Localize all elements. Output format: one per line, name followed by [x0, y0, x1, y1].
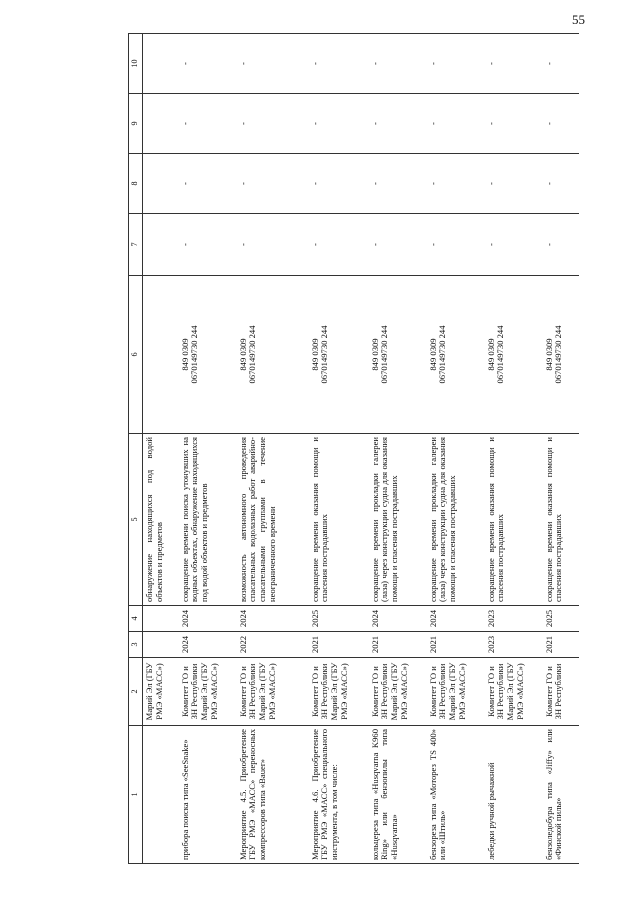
cell-name: бензоледобура типа «Jiffy» или «Финской пилы»	[543, 726, 579, 864]
cell-kbk	[543, 276, 579, 434]
header-cell: 6	[129, 276, 143, 434]
header-cell: 8	[129, 154, 143, 214]
cell-col10: -	[179, 34, 237, 94]
cell-col9: -	[543, 94, 579, 154]
cell-executor: Комитет ГО и ЗН Республики Марий Эл (ГБУ РМЭ «МАСС»)	[179, 658, 237, 726]
rotated-table-container	[128, 34, 598, 864]
cell-result: обнаружение находящихся под водой объектов и предметов	[143, 434, 179, 606]
cell-executor: Комитет ГО и ЗН Республики	[543, 658, 579, 726]
kbk-line: 849 0309	[179, 338, 190, 371]
cell-end-year: 2024	[237, 606, 309, 632]
cell-col10: -	[237, 34, 309, 94]
cell-col9: -	[427, 94, 485, 154]
kbk-line: 0670149730 244	[189, 325, 200, 384]
table-row	[427, 34, 485, 864]
cell-result: сокращение времени оказания помощи и спасения пострадавших	[309, 434, 369, 606]
kbk-line: 849 0309	[485, 338, 496, 371]
kbk-line: 849 0309	[369, 338, 380, 371]
cell-executor: Комитет ГО и ЗН Республики Марий Эл (ГБУ РМЭ «МАСС»)	[237, 658, 309, 726]
cell-result: сокращение времени оказания помощи и спасения пострадавших	[543, 434, 579, 606]
cell-start-year	[143, 632, 179, 658]
cell-start-year: 2024	[179, 632, 237, 658]
cell-start-year: 2023	[485, 632, 543, 658]
cell-executor: Комитет ГО и ЗН Республики Марий Эл (ГБУ РМЭ «МАСС»)	[427, 658, 485, 726]
cell-executor: Комитет ГО и ЗН Республики Марий Эл (ГБУ РМЭ «МАСС»)	[309, 658, 369, 726]
cell-col7: -	[485, 214, 543, 276]
cell-col7	[143, 214, 179, 276]
cell-executor: Марий Эл (ГБУ РМЭ «МАСС»)	[143, 658, 179, 726]
cell-kbk	[179, 276, 237, 434]
cell-col8: -	[309, 154, 369, 214]
cell-name: лебедки ручной рычажной	[485, 726, 543, 864]
cell-name: Мероприятие 4.5. Приобретение ГБУ РМЭ «МАСС» переносных компрессоров типа «Bauer»	[237, 726, 309, 864]
cell-col8: -	[179, 154, 237, 214]
cell-end-year: 2023	[485, 606, 543, 632]
cell-col7: -	[369, 214, 427, 276]
cell-name: прибора поиска типа «SeeSnake»	[179, 726, 237, 864]
cell-end-year: 2024	[427, 606, 485, 632]
cell-col7: -	[309, 214, 369, 276]
cell-col10: -	[369, 34, 427, 94]
program-measures-table	[128, 33, 579, 864]
cell-kbk	[427, 276, 485, 434]
kbk-line: 849 0309	[237, 338, 248, 371]
cell-col7: -	[543, 214, 579, 276]
cell-result: сокращение времени поиска утонувших на водных объектах, обнаружение находящихся под водой объектов и предметов	[179, 434, 237, 606]
cell-executor: Комитет ГО и ЗН Республики Марий Эл (ГБУ РМЭ «МАСС»)	[485, 658, 543, 726]
header-row	[129, 34, 143, 864]
header-cell: 5	[129, 434, 143, 606]
kbk-line: 0670149730 244	[319, 325, 330, 384]
cell-start-year: 2021	[369, 632, 427, 658]
cell-col8	[143, 154, 179, 214]
cell-col8: -	[543, 154, 579, 214]
header-cell: 2	[129, 658, 143, 726]
cell-kbk	[143, 276, 179, 434]
table-row	[309, 34, 369, 864]
header-cell: 4	[129, 606, 143, 632]
cell-col7: -	[427, 214, 485, 276]
kbk-line: 0670149730 244	[379, 325, 390, 384]
kbk-line: 0670149730 244	[553, 325, 564, 384]
cell-result: сокращение времени прокладки галереи (лаза) через конструкции судна для оказания помощи и спасения пострадавших	[369, 434, 427, 606]
header-cell: 3	[129, 632, 143, 658]
header-cell: 10	[129, 34, 143, 94]
cell-kbk	[369, 276, 427, 434]
cell-col10: -	[427, 34, 485, 94]
cell-end-year	[143, 606, 179, 632]
header-cell: 9	[129, 94, 143, 154]
cell-col8: -	[369, 154, 427, 214]
table-row	[369, 34, 427, 864]
kbk-line: 0670149730 244	[437, 325, 448, 384]
cell-col10	[143, 34, 179, 94]
cell-col10: -	[485, 34, 543, 94]
cell-executor: Комитет ГО и ЗН Республики Марий Эл (ГБУ РМЭ «МАСС»)	[369, 658, 427, 726]
cell-result: сокращение времени прокладки галереи (лаза) через конструкции судна для оказания помощи и спасения пострадавших	[427, 434, 485, 606]
table-row	[179, 34, 237, 864]
cell-col9: -	[237, 94, 309, 154]
cell-end-year: 2025	[543, 606, 579, 632]
kbk-line: 849 0309	[543, 338, 554, 371]
cell-result: сокращение времени оказания помощи и спасения пострадавших	[485, 434, 543, 606]
table-row	[485, 34, 543, 864]
cell-result: возможность автономного проведения спасательных водолазных работ аварийно-спасательными группами в течение неограниченного времени	[237, 434, 309, 606]
page-number: 55	[572, 12, 585, 27]
header-cell: 7	[129, 214, 143, 276]
kbk-line: 849 0309	[427, 338, 438, 371]
cell-start-year: 2021	[427, 632, 485, 658]
cell-end-year: 2024	[369, 606, 427, 632]
cell-col8: -	[237, 154, 309, 214]
cell-name: Мероприятие 4.6. Приобретение ГБУ РМЭ «МАСС» специального инструмента, в том числе:	[309, 726, 369, 864]
kbk-line: 849 0309	[309, 338, 320, 371]
cell-col9: -	[309, 94, 369, 154]
cell-name	[143, 726, 179, 864]
cell-kbk	[309, 276, 369, 434]
cell-kbk	[237, 276, 309, 434]
cell-end-year: 2025	[309, 606, 369, 632]
cell-name: бензореза типа «Моторез TS 400» или «Штиль»	[427, 726, 485, 864]
cell-col9	[143, 94, 179, 154]
cell-col8: -	[427, 154, 485, 214]
table-row	[237, 34, 309, 864]
cell-col7: -	[179, 214, 237, 276]
cell-kbk	[485, 276, 543, 434]
cell-col9: -	[179, 94, 237, 154]
continuation-row	[143, 34, 179, 864]
cell-start-year: 2022	[237, 632, 309, 658]
cell-col9: -	[485, 94, 543, 154]
cell-name: кольцереза типа «Husqvarna K960 Ring» или бензопилы типа «Husqvarna»	[369, 726, 427, 864]
cell-col7: -	[237, 214, 309, 276]
table-row	[543, 34, 579, 864]
cell-start-year: 2021	[309, 632, 369, 658]
cell-col9: -	[369, 94, 427, 154]
cell-col10: -	[543, 34, 579, 94]
cell-end-year: 2024	[179, 606, 237, 632]
cell-col8: -	[485, 154, 543, 214]
header-cell: 1	[129, 726, 143, 864]
cell-col10: -	[309, 34, 369, 94]
kbk-line: 0670149730 244	[495, 325, 506, 384]
kbk-line: 0670149730 244	[247, 325, 258, 384]
cell-start-year: 2021	[543, 632, 579, 658]
